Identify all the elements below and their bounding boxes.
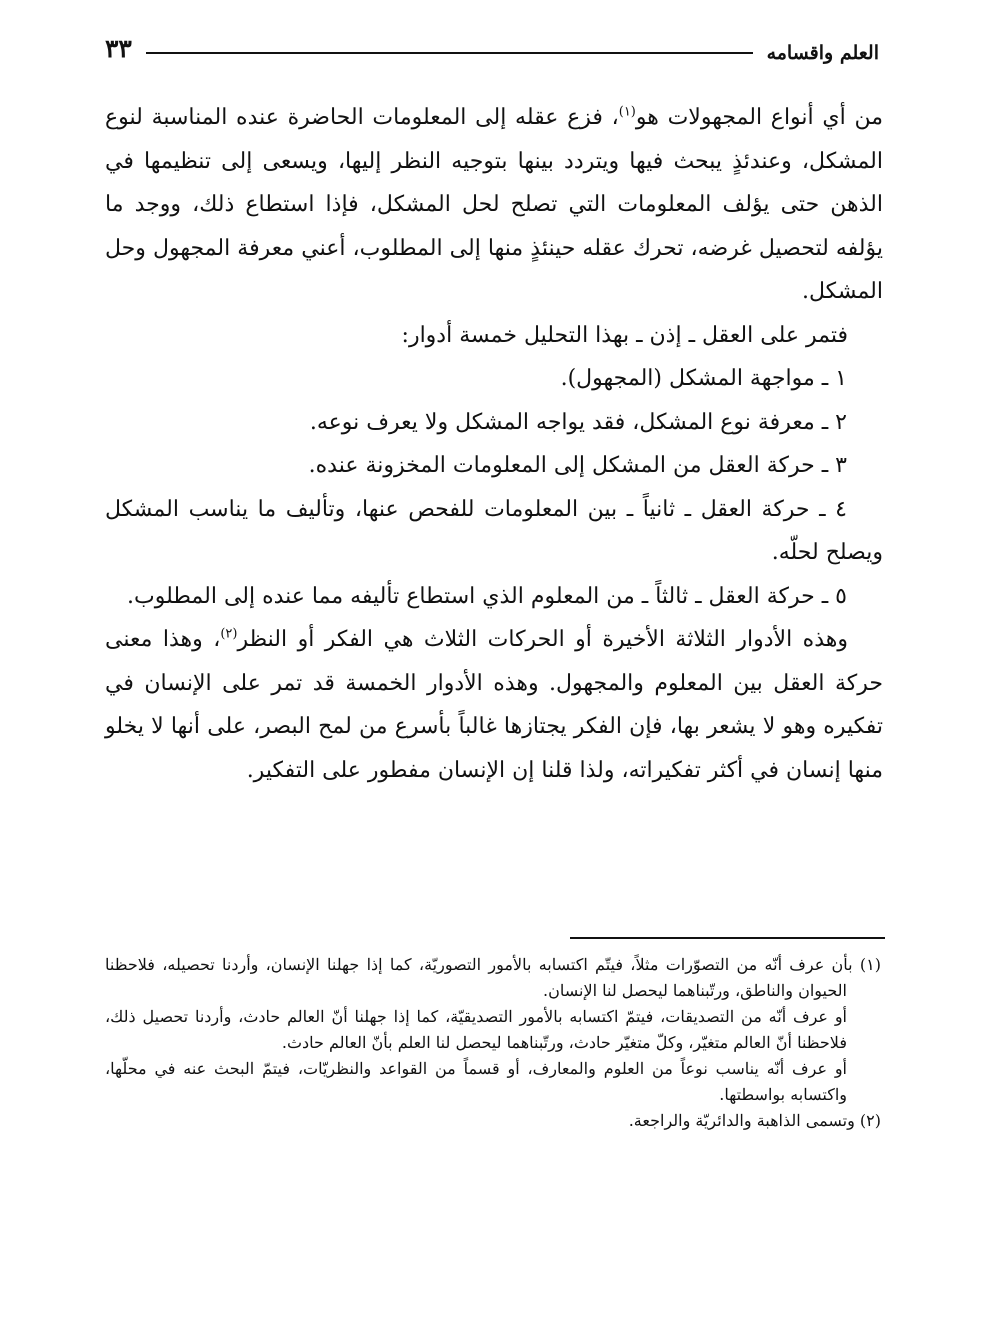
list-item-5: ٥ ـ حركة العقل ـ ثالثاً ـ من المعلوم الذي استطاع تأليفه مما عنده إلى المطلوب.: [127, 583, 847, 609]
running-title: العلم واقسامه: [766, 42, 879, 64]
list-item-1: ١ ـ مواجهة المشكل (المجهول).: [560, 366, 847, 391]
footnote-1-continued: أو عرف أنّه من التصديقات، فيتمّ اكتسابه بالأمور التصديقيّة، كما إذا جهلنا أنّ العالم حادث، وأردنا تحصيل ذلك، فلاحظنا أنّ العالم متغيّر، وكلّ متغيّر حادث، ورتّبناهما ليحصل لنا العلم بأنّ العالم حادث.: [105, 1007, 848, 1052]
footnote-separator: [570, 937, 885, 939]
footnotes: [105, 952, 881, 1134]
page-number: ٣٣: [105, 33, 132, 63]
list-item-4: ٤ ـ حركة العقل ـ ثانياً ـ بين المعلومات للفحص عنها، وتأليف ما يناسب المشكل ويصلح لحلّه.: [105, 496, 883, 565]
list-item-3: ٣ ـ حركة العقل من المشكل إلى المعلومات المخزونة عنده.: [308, 453, 847, 478]
page-header: [105, 30, 879, 66]
footnote-1: (١) بأن عرف أنّه من التصوّرات مثلاً، فيتّم اكتسابه بالأمور التصوريّة، كما إذا جهلنا الإنسان، وأردنا تحصيله، فلاحظنا الحيوان والناطق، ورتّبناهما ليحصل لنا الإنسان.: [105, 955, 882, 1000]
footnote-ref-2[interactable]: (٢): [220, 626, 238, 642]
footnote-ref-1[interactable]: (١): [618, 104, 636, 120]
header-rule: [146, 52, 753, 54]
footnote-1-continued: أو عرف أنّه يناسب نوعاً من العلوم والمعارف، أو قسماً من القواعد والنظريّات، فيتمّ البحث عنه في محلّها، واكتسابه بواسطتها.: [105, 1059, 847, 1104]
paragraph-1: من أي أنواع المجهولات هو$^{(١)}$، فزع عقله إلى المعلومات الحاضرة عنده المناسبة لنوع المشكل، وعندئذٍ يبحث فيها ويتردد بينها بتوجيه النظر إليها، ويسعى إلى تنظيمها في الذهن حتى يؤلف المعلومات التي تصلح لحل المشكل، فإذا استطاع ذلك، ووجد ما يؤلفه لتحصيل غرضه، تحرك عقله حينئذٍ منها إلى المطلوب، أعني معرفة المجهول وحل المشكل.: [105, 104, 883, 304]
list-item-2: ٢ ـ معرفة نوع المشكل، فقد يواجه المشكل ولا يعرف نوعه.: [309, 409, 847, 435]
paragraph-2: فتمر على العقل ـ إذن ـ بهذا التحليل خمسة أدوار:: [401, 322, 848, 348]
footnote-2: (٢) وتسمى الذاهبة والدائريّة والراجعة.: [628, 1111, 881, 1130]
paragraph-3: وهذه الأدوار الثلاثة الأخيرة أو الحركات الثلاث هي الفكر أو النظر$^{(٢)}$، وهذا معنى حركة العقل بين المعلوم والمجهول. وهذه الأدوار الخمسة قد تمر على الإنسان في تفكيره وهو لا يشعر بها، فإن الفكر يجتازها غالباً بأسرع من لمح البصر، على أنها لا يخلو منها إنسان في أكثر تفكيراته، ولذا قلنا إن الإنسان مفطور على التفكير.: [105, 626, 883, 783]
main-text: [105, 96, 883, 792]
